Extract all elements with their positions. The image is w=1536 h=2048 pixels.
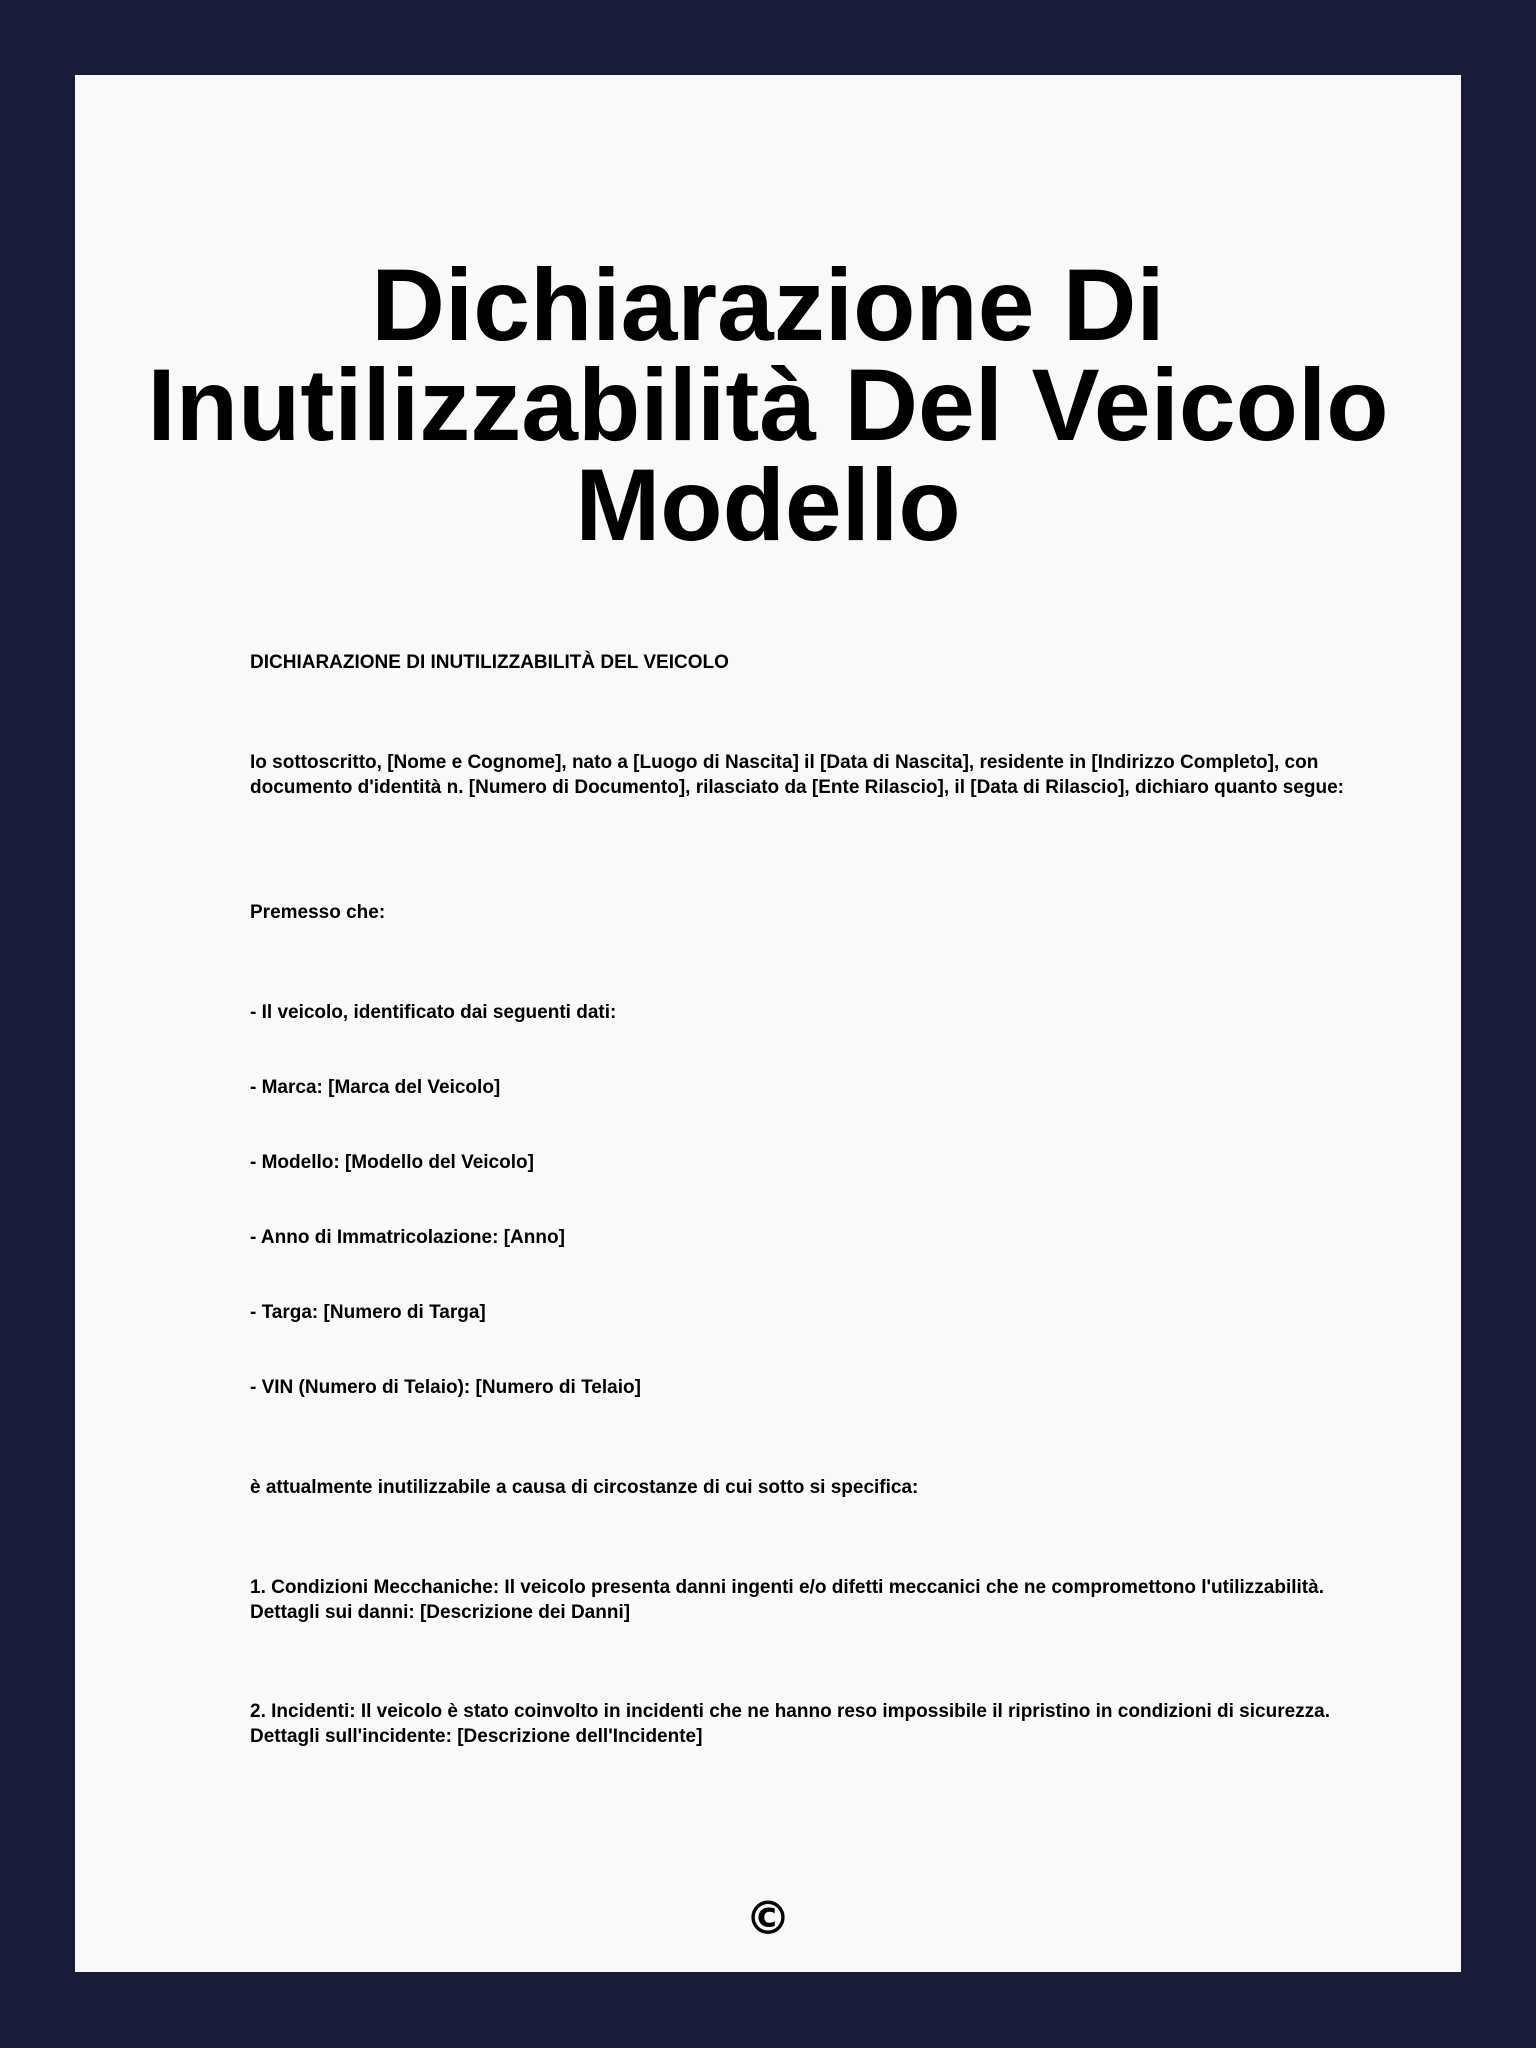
document-title: Dichiarazione Di Inutilizzabilità Del Veicolo Modello [147,248,1389,562]
status-paragraph: è attualmente inutilizzabile a causa di circostanze di cui sotto si specifica: [250,1477,919,1498]
vehicle-intro: - Il veicolo, identificato dai seguenti dati: [250,1002,617,1023]
vehicle-field-vin: - VIN (Numero di Telaio): [Numero di Telaio] [250,1377,641,1398]
reason-mechanical: 1. Condizioni Mecchaniche: Il veicolo presenta danni ingenti e/o difetti meccanici che ne compromettono l'utilizzabilità. Dettagli sui danni: [Descrizione dei Danni] [250,1577,1324,1623]
premise-paragraph: Premesso che: [250,902,386,923]
vehicle-field-model: - Modello: [Modello del Veicolo] [250,1152,534,1173]
document-heading: DICHIARAZIONE DI INUTILIZZABILITÀ DEL VEICOLO [250,652,729,673]
copyright-icon: © [745,1891,791,1945]
vehicle-field-plate: - Targa: [Numero di Targa] [250,1302,486,1323]
vehicle-field-brand: - Marca: [Marca del Veicolo] [250,1077,501,1098]
intro-paragraph: Io sottoscritto, [Nome e Cognome], nato a [Luogo di Nascita] il [Data di Nascita], residente in [Indirizzo Completo], con documento d'identità n. [Numero di Documento], rilasciato da [Ente Rilascio], il [Data di Rilascio], dichiaro quanto segue: [250,752,1344,798]
reason-accidents: 2. Incidenti: Il veicolo è stato coinvolto in incidenti che ne hanno reso impossibile il ripristino in condizioni di sicurezza. Dettagli sull'incidente: [Descrizione dell'Incidente] [250,1701,1331,1747]
document-page [75,75,1461,1972]
vehicle-field-year: - Anno di Immatricolazione: [Anno] [250,1227,565,1248]
